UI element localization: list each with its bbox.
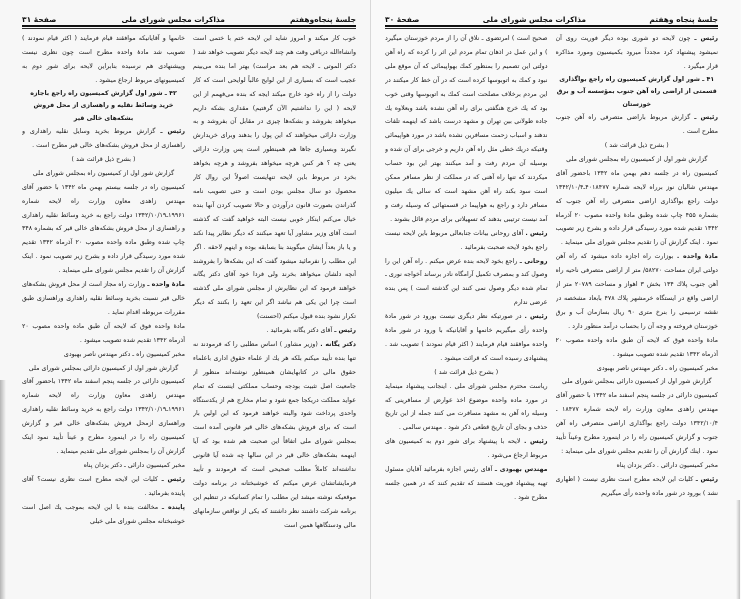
paragraph — [22, 320, 185, 348]
page-31 — [0, 0, 370, 599]
speech-paragraph — [385, 463, 548, 505]
paragraph — [556, 334, 719, 362]
paragraph-text: ریاست محترم مجلس شورای ملی . اینجانب پیشنهاد مینماید در مورد ماده واحده موضوع اخذ عوارض از مسافرینی که وسیله راه آهن به مشهد مسافرت می کنند جمله از این تاریخ حذف و بجای آن تاریخ قطعی ذکر شود . مهندس سالمی . — [385, 382, 548, 432]
header-rule-thin — [385, 28, 718, 29]
paragraph — [193, 32, 356, 324]
page-header — [385, 10, 718, 24]
centered-line — [385, 366, 548, 380]
publication-title: مذاکرات مجلس شورای ملی — [482, 15, 587, 24]
paragraph-text: مادهٔ واحده فوق که لایحه آن طبق ماده واحده مصوب ۲۰ آذرماه ۱۳۴۲ تقدیم شده تصویب میشود . — [555, 336, 718, 358]
section-heading — [556, 74, 719, 112]
paragraph-text: وزارت راه مجاز است از محل فروش بشکه‌های خالی قیر نسبت بخرید وسائط نقلیه راهداری وراهسازی طبق مقررات مربوطه اقدام نماید . — [22, 281, 185, 316]
paragraph-text: مخبر کمیسیون راه ـ دکتر مهندس ناصر بهبودی — [63, 350, 185, 358]
paragraph-text: کلیات این لایحه مطرح است نظری نیست؟ آقای پاینده بفرمائید . — [22, 475, 185, 497]
paragraph-text: آقای دکتر یگانه بفرمائید . — [266, 327, 333, 335]
page-30 — [370, 0, 740, 599]
paragraph-text: کمیسیون دارائی در جلسه پنجم اسفند ماه ۱۳۴۲ با حضور آقای مهندس زاهدی معاون وزارت راه لایحه شماره ۱۸۴۷۷ ـ ۱۳۴۲/۱۰/۴ دولت راجع بواگذاری اراضی متصرفی راه آهن جنوب و گزارش کمیسیون راه را در اینمورد مطرح وعیناً تأیید نمود . اینك گزارش آن را تقدیم مجلس شورای ملی مینماید : — [555, 392, 718, 455]
page-number: صفحهٔ ۳۱ — [22, 15, 57, 24]
centered-line — [22, 167, 185, 181]
paragraph-text: کمیسیون دارائی در جلسه پنجم اسفند ماه ۱۳۴۲ باحضور آقای مهندس زاهدی معاون وزارت راه لایحه شماره ۱۹۹۶۱ـ۱۳۴۲/۱۰/۱۹ دولت راجع به خرید وسائط نقلیه راهداری وراهسازی ازمحل فروش بشکه‌های خالی قیر و گزارش کمیسیون راه را در اینمورد مطرح و عیناً تأیید نمود اینک گزارش آن را بمجلس شورای ملی تقدیم مینماید . — [22, 378, 185, 455]
speaker-name: رئیس ـ — [161, 475, 185, 483]
speaker-name: دکتر یگانه . — [320, 340, 356, 348]
paragraph-text: گزارش شور اول از کمیسیون راه بمجلس شورای ملی — [32, 169, 175, 177]
speech-paragraph — [385, 310, 548, 366]
text-columns — [22, 32, 356, 587]
session-title: جلسهٔ پنجاه وهفتم — [649, 15, 718, 24]
session-title: جلسهٔ پنجاه‌وهفتم — [290, 15, 356, 24]
paragraph-text: گزارش مربوط باراضی متصرفی راه آهن جنوب مطرح است . — [555, 114, 718, 136]
text-columns — [385, 32, 718, 587]
paragraph-text: لایحه با پیشنهاد برای شور دوم به کمیسیون های مربوط ارجاع می‌شود . — [385, 438, 548, 460]
paragraph — [556, 167, 719, 250]
speech-paragraph — [22, 473, 185, 501]
speaker-name: رئیس ـ — [695, 475, 718, 483]
section-heading — [22, 88, 185, 126]
paragraph-text: کلیات این لایحه مطرح است نظری نیست ( اظهاری نشد ) بورود در شور ماده واحده رأی میگیریم — [555, 475, 718, 497]
scan-edge-shadow — [736, 500, 740, 599]
paragraph — [22, 348, 185, 362]
speaker-name: رئیس ـ — [160, 128, 185, 136]
paragraph — [556, 389, 719, 459]
centered-line — [556, 375, 719, 389]
publication-title: مذاکرات مجلس شورای ملی — [121, 15, 225, 24]
paragraph-text: ۴۲ ـ شور اول گزارش کمیسیون راه راجع باجازه خرید وسائط نقلیه و راهسازی از محل فروش بشکه‌های خالی قیر — [30, 89, 177, 122]
paragraph-text: گزارش شور اول از کمیسیون دارائی بمجلس شورای ملی — [562, 378, 712, 386]
paragraph-text: گزارش شور اول از کمیسیون راه بمجلس شورای ملی — [566, 155, 708, 163]
speech-paragraph — [556, 32, 719, 74]
speaker-name: پاینده ـ — [161, 503, 185, 511]
paragraph — [22, 375, 185, 458]
speech-paragraph — [22, 278, 185, 320]
paragraph-text: مخبر کمیسیون راه ـ دکتر مهندس ناصر بهبودی — [596, 364, 718, 372]
scan-edge-shadow — [0, 380, 6, 599]
page-number: صفحهٔ ۳۰ — [385, 15, 420, 24]
paragraph-text: گزارش مربوط بخرید وسایل نقلیه راهداری و راهسازی از محل فروش بشکه‌های خالی قیر مطرح است . — [22, 128, 185, 150]
speaker-name: مادهٔ واحده ـ — [147, 281, 185, 289]
column-left — [193, 32, 356, 587]
paragraph-text: کمیسیون راه در جلسه دهم بهمن ماه ۱۳۴۲ باحضور آقای مهندس شالیان نوز برراه لایحه شماره ۴۰۱۸۴۷۷ـ۱۳۴۲/۱۰/۴ دولت راجع بواگذاری اراضی متصرفی راه آهن جنوب که بشماره ۴۵۵ چاپ شده وطبق مادهٔ واحده مصوب ۲۰ آذرماه ۱۳۴۲ تقدیم شده مورد رسیدگی قرار داده و بشرح زیر تصویب نمود . اینک گزارش آن را تقدیم مجلس شورای ملی مینماید . — [555, 169, 718, 247]
speaker-name: روحانی ـ — [519, 257, 548, 265]
speaker-name: رئیس . — [524, 313, 548, 321]
paragraph — [385, 380, 548, 436]
speaker-name: مادهٔ واحده . — [676, 253, 718, 261]
paragraph-text: آقای رئیس اجازه بفرمائید آقایان مسئول تهیه پیشنهاد فوریت هستند که تقدیم کنند که در همین جلسه مطرح شود . — [385, 466, 548, 501]
paragraph — [556, 459, 719, 473]
speaker-name: رئیس . — [523, 438, 548, 446]
paragraph-text: ۴۱ ـ شور اول گزارش کمیسیون راه راجع بواگذاری قسمتی از اراضی راه آهن جنوب بمؤسسه آب و برق خوزستان — [556, 75, 717, 108]
centered-line — [22, 153, 185, 167]
paragraph-text: چون لایحه دو شوری بوده دیگر فوریت روی آن نمیشود پیشنهاد کرد مجدداً میرود بکمیسیون ومورد مذاکره قرار میگیرد . — [555, 35, 718, 70]
speaker-name: رئیس ـ — [694, 35, 718, 42]
column-left — [556, 32, 719, 587]
speech-paragraph — [556, 111, 719, 139]
paragraph-text: خانمها و آقایانیکه موافقند قیام فرمایند ( اکثر قیام نمودند ) تصویب شد مادهٔ واحده مطرح است چون نظری نیست وپیشنهادی هم نرسیده بنابراین لایحه برای شور دوم به کمیسیونهای مربوط ارجاع میشود . — [22, 35, 185, 84]
speech-paragraph — [193, 338, 356, 533]
header-rule — [22, 25, 356, 27]
paragraph-text: کمیسیون راه در جلسه بیستم بهمن ماه ۱۳۴۲ با حضور آقای مهندس زاهدی معاون وزارت راه لایحه شماره ۱۹۹۶۱ـ۱۳۴۲/۱۰/۱۹ دولت راجع به خرید وسائط نقلیه راهداری و راهسازی از محل فروش بشکه‌های خالی قیر که بشماره ۳۴۸ چاپ شده وطبق ماده واحده مصوب ۲۰ آذرماه ۱۳۴۲ تقدیم شده مورد رسیدگی قرار داده و بشرح زیر تصویب نمود . اینک گزارش آن را تقدیم مجلس شورای ملی مینماید . — [22, 183, 185, 275]
paragraph-text: صحیح است ) امرتضوی ـ نلاق آن را از مردم خوزستان میگیرد ) و این عمل در اذهان تمام مردم این اثر را کرده که راه آهن دولتی این تصمیم را بمنظور کمك بهواپیمائی که آن موقع ملی نبود و کمك به اتوبوسها کرده است که در آن خط کار میکنند در این مردم برخلاف مصلحت است کمك به اتوبوسها وقتی خوب بود که یك خرج هنگفتی برای راه آهن نشده باشد وبعلاوه یك جاده طولانی بین تهران و مشهد درست باشد که اینهمه تلفات ندهند و اسباب زحمت مسافرین نشده باشد در مورد هواپیمائی وقتیکه دریك خطی مثل راه آهن داریم و خرجی برای آن شده و بوسیله آن مردم رفت و آمد میکنند بهتر این بود حساب میکردند که تنها راه آهنی که در مملکت از نظر مسافر ممکن است سود بکند راه آهن مشهد است که سالی یك میلیون مسافر دارد و راجع به هواپیما در قسمتهائی که وسیله رفت و آمد نیست ترتیبی بدهند که تسهیلاتی برای مردم قائل بشوند . — [385, 35, 548, 223]
paragraph-text: ( بشرح ذیل قرائت شد ) — [71, 155, 136, 163]
paragraph-text: در صورتیکه نظر دیگری نیست بورود در شور مادهٔ واحده رأی میگیریم خانمها و آقایانیکه با ورود در شور مادهٔ واحده موافقند قیام فرمایند ( اکثر قیام نمودند ) تصویب شد . پیشنهادی رسیده است که قرائت میشود . — [385, 313, 548, 362]
column-right — [385, 32, 548, 587]
paragraph — [22, 459, 185, 473]
column-right — [22, 32, 185, 587]
paragraph-text: راجع بخود لایحه بنده عرض میکنم . راه آهن این را وصول کند و بمصرف تکمیل آرامگاه نادر برساند آخواجه نوری ـ تمام شده دیگر وصول نمی کنند این گذشته است ) پس بنده عرضی ندارم — [385, 257, 548, 307]
centered-line — [556, 153, 719, 167]
paragraph-text: خوب کار میکند و امروز شاید این لایحه ختم با ختمی است وانشاءالله درباقی وقت هم چند لایحه دیگر تصویب خواهد شد ( دکتر الموتی ـ لایحه هم بعد مراست) بهتر اما بنده می‌بینم عجیب است که بسیاری از این لوایح غالباً لوایحی است که کار دولت را از راه خود خارج میکند ایجه که بنده می‌فهمم از این لایحه ( این را نداشتیم الآن گرفتیم) مقداری بشکه داریم میخواهد بفروشد و بشکه‌ها چیزی در مقابل آن بفروشد و به وزارت دارائی میخواهند که این پول را بدهند وبرای خریدارش نگیرند وبسیاری جاها هم همینطور است پس وزارت دارائی یعنی چه ؟ هر کس هرچه میخواهد بفروشد و هرچه بخواهد بخرد در مربوط باین لایحه تنهایست اصولاً این روال کار محصول دو سال مجلس بودن است و حتی تصویب نامه گذراندن بصورت قانون درآوردن و حالا تصویب کردن آنها بنده خیال می‌کنم اینکار خوبی نیست البته خواهید گفت که گذشته است آقای وزیر مشاور آیا تعهد میکنند که دیگر نظایر پیدا نکند و یا باز بعداً ایشان میگویند بنا بسابقه بوده و اینهم لاحقه . اگر این مطلب را نفرمائید میشود گفت که این بشکه‌ها را بفروشند آنچه دلشان میخواهد بخرند ولی فردا خود آقای دکتر یگانه خواهند فرمود که این نظایرش از مجلس شورای ملی گذشته است چرا این یکی هم نباشد اگر این تعهد را بکنند که دیگر تکرار نشود بنده قبول میکنم (احسنت) — [193, 35, 356, 321]
speaker-name: رئیس ـ — [334, 327, 356, 335]
speech-paragraph — [556, 250, 719, 333]
paragraph-text: مادهٔ واحده فوق که لایحه آن طبق ماده واحده مصوب ۲۰ آذرماه ۱۳۴۲ تقدیم شده تصویب میشود . — [22, 322, 185, 344]
speech-paragraph — [385, 435, 548, 463]
speech-paragraph — [193, 324, 356, 338]
paragraph-text: آقای روحانی بیانات جنابعالی مربوط باین لایحه نیست راجع بخود لایحه صحبت بفرمائید . — [385, 229, 548, 251]
speech-paragraph — [385, 227, 548, 255]
header-rule — [385, 25, 718, 27]
paragraph — [385, 32, 548, 227]
paragraph-text: (وزیر مشاور ) اساس مطلبی را که فرمودند نه تنها بنده تأیید میکنم بلکه هر یك از علماء حقوق اداری باعلماء حقوق مالی در کتابهایشان همینطور نوشته‌اند منظور از جامعیت اصل تثبیت بودجه وحساب مملکتی اینست که تمام عواید مملکت دریکجا جمع شود و تمام مخارج هم از یکدستگاه واحدی پرداخت شود والبته خواهند فرمود که این اولین بار است که برای فروش بشکه‌های خالی قیر قانونی آمده است بمجلس شورای ملی اتفاقاً این صحبت هم شده بود که آیا اینهمه بشکه‌های خالی قیر در این سالها چه شده آیا قانونی نداشته‌اند کاملاً مطلب صحیحی است که فرمودند و تأیید فرمایشاتشان عرض میکنم که خوشبختانه در برنامه دولت موقعیکه نوشته میشد این مطلب را تمام کسانیکه در تنظیم این برنامه شرکت داشتند نظر داشتند که یکی از نواقص سازمانهای مالی ودستگاهها همین است — [193, 340, 356, 529]
paragraph-text: مخبر کمیسیون دارائی ـ دکتر یزدان پناه — [83, 461, 185, 469]
speaker-name: رئیس . — [525, 229, 548, 237]
paragraph-text: ( بشرح ذیل قرائت شد ) — [604, 142, 669, 150]
speaker-name: مهندس بهبودی ـ — [494, 466, 548, 474]
header-rule-thin — [22, 28, 356, 29]
paragraph — [22, 181, 185, 278]
speech-paragraph — [22, 501, 185, 529]
paragraph-text: مخالفت بنده با این لایحه بموجب یك اصل است خوشبختانه مجلس شورای ملی خیلی — [22, 503, 185, 525]
page-header — [22, 10, 356, 24]
speech-paragraph — [22, 125, 185, 153]
paragraph-text: گزارش شور اول از کمیسیون دارائی بمجلس شورای ملی — [28, 364, 179, 372]
paragraph-text: ( بشرح ذیل قرائت شد ) — [434, 368, 499, 376]
centered-line — [556, 139, 719, 153]
paragraph — [22, 32, 185, 88]
speech-paragraph — [385, 255, 548, 311]
paragraph-text: مخبر کمیسیون دارائی . دکتر یزدان پناه — [616, 461, 718, 469]
paragraph — [556, 362, 719, 376]
speaker-name: رئیس ـ — [694, 114, 718, 122]
paragraph-text: بوزارت راه اجازه داده میشود که راه آهن دولتی ایران مساحت ۵۸۲۷۰/ متر از اراضی متصرفی ناحیه راه آهن جنوب پلاك ۱۳۴ بخش ۳ اهواز و مساحت ۲۰۷۸۹ متر از اراضی واقع در ایستگاه خرمشهر پلاك ۴۷۸ بابعاد مشخصه در نقشه ترسیمی را بنرخ متری ۹۰ ریال بسازمان آب و برق خوزستان فروخته و وجه آن را بحساب درآمد منظور دارد . — [555, 253, 718, 330]
speech-paragraph — [556, 473, 719, 501]
centered-line — [22, 362, 185, 376]
